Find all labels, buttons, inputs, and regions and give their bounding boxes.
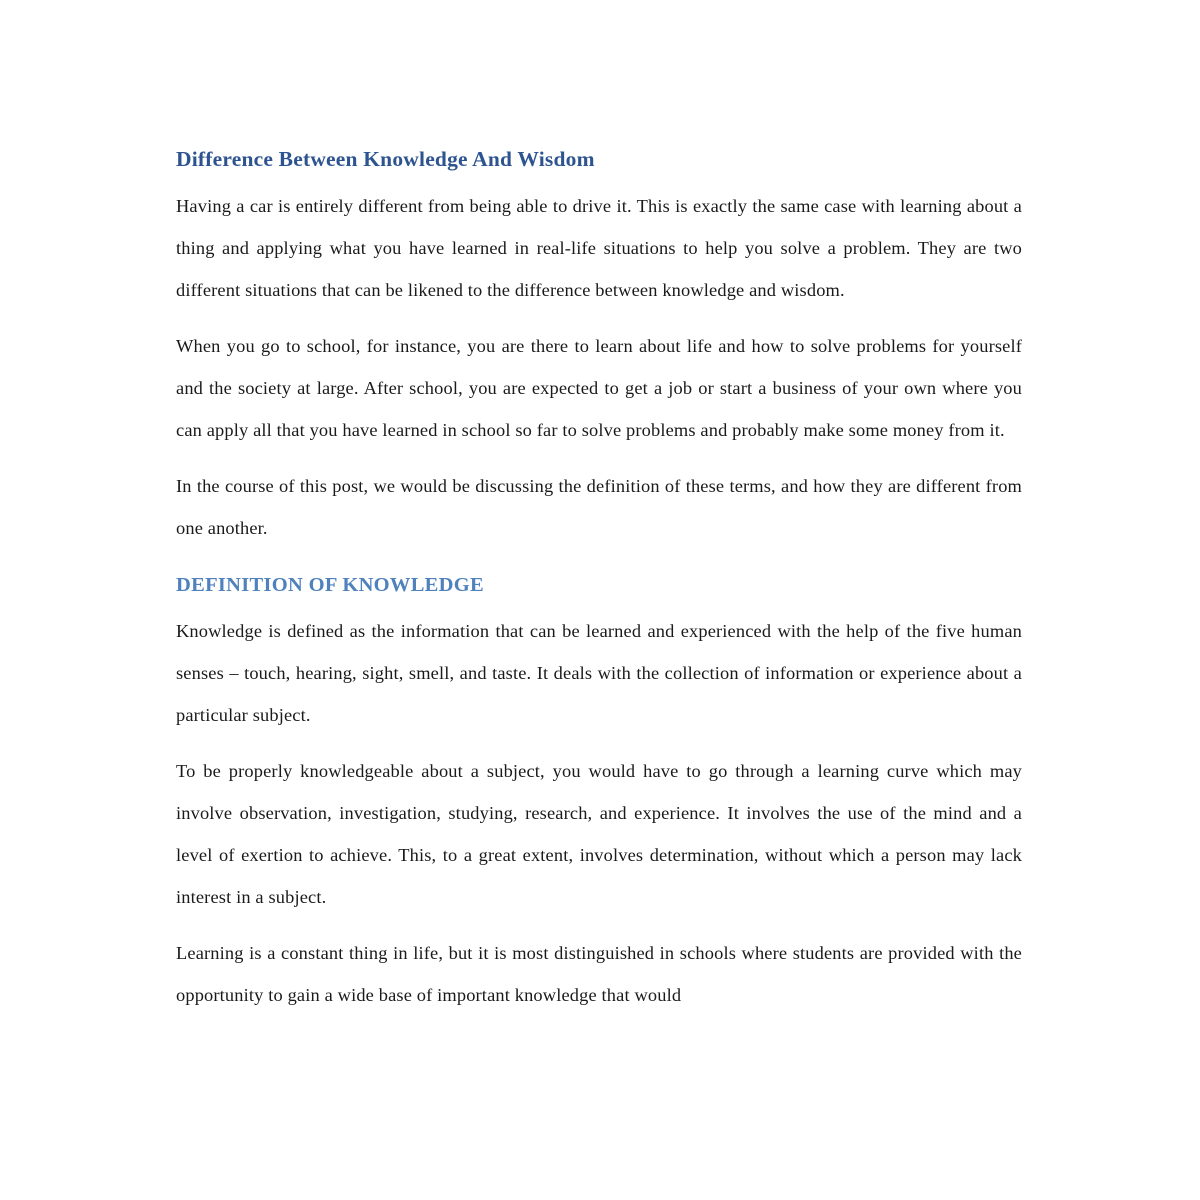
knowledge-paragraph-2: To be properly knowledgeable about a subject, you would have to go through a learning curve which may involve observation, investigation, studying, research, and experience. It involves the use of the mind and a level of exertion to achieve. This, to a great extent, involves determination, without which a person may lack interest in a subject. [176, 761, 1022, 907]
knowledge-paragraph-1: Knowledge is defined as the information that can be learned and experienced with the help of the five human senses – touch, hearing, sight, smell, and taste. It deals with the collection of information or experience about a particular subject. [176, 621, 1022, 725]
document-title: Difference Between Knowledge And Wisdom [176, 147, 595, 171]
intro-paragraph-3: In the course of this post, we would be discussing the definition of these terms, and how they are different from one another. [176, 476, 1022, 538]
intro-paragraph-1: Having a car is entirely different from being able to drive it. This is exactly the same case with learning about a thing and applying what you have learned in real-life situations to help you solve a problem. They are two different situations that can be likened to the difference between knowledge and wisdom. [176, 196, 1022, 300]
section-heading-definition-of-knowledge: DEFINITION OF KNOWLEDGE [176, 574, 484, 596]
knowledge-paragraph-3: Learning is a constant thing in life, but it is most distinguished in schools where students are provided with the opportunity to gain a wide base of important knowledge that would [176, 943, 1022, 1005]
intro-paragraph-2: When you go to school, for instance, you are there to learn about life and how to solve problems for yourself and the society at large. After school, you are expected to get a job or start a business of your own where you can apply all that you have learned in school so far to solve problems and probably make some money from it. [176, 336, 1022, 440]
document-page [176, 143, 1022, 1016]
